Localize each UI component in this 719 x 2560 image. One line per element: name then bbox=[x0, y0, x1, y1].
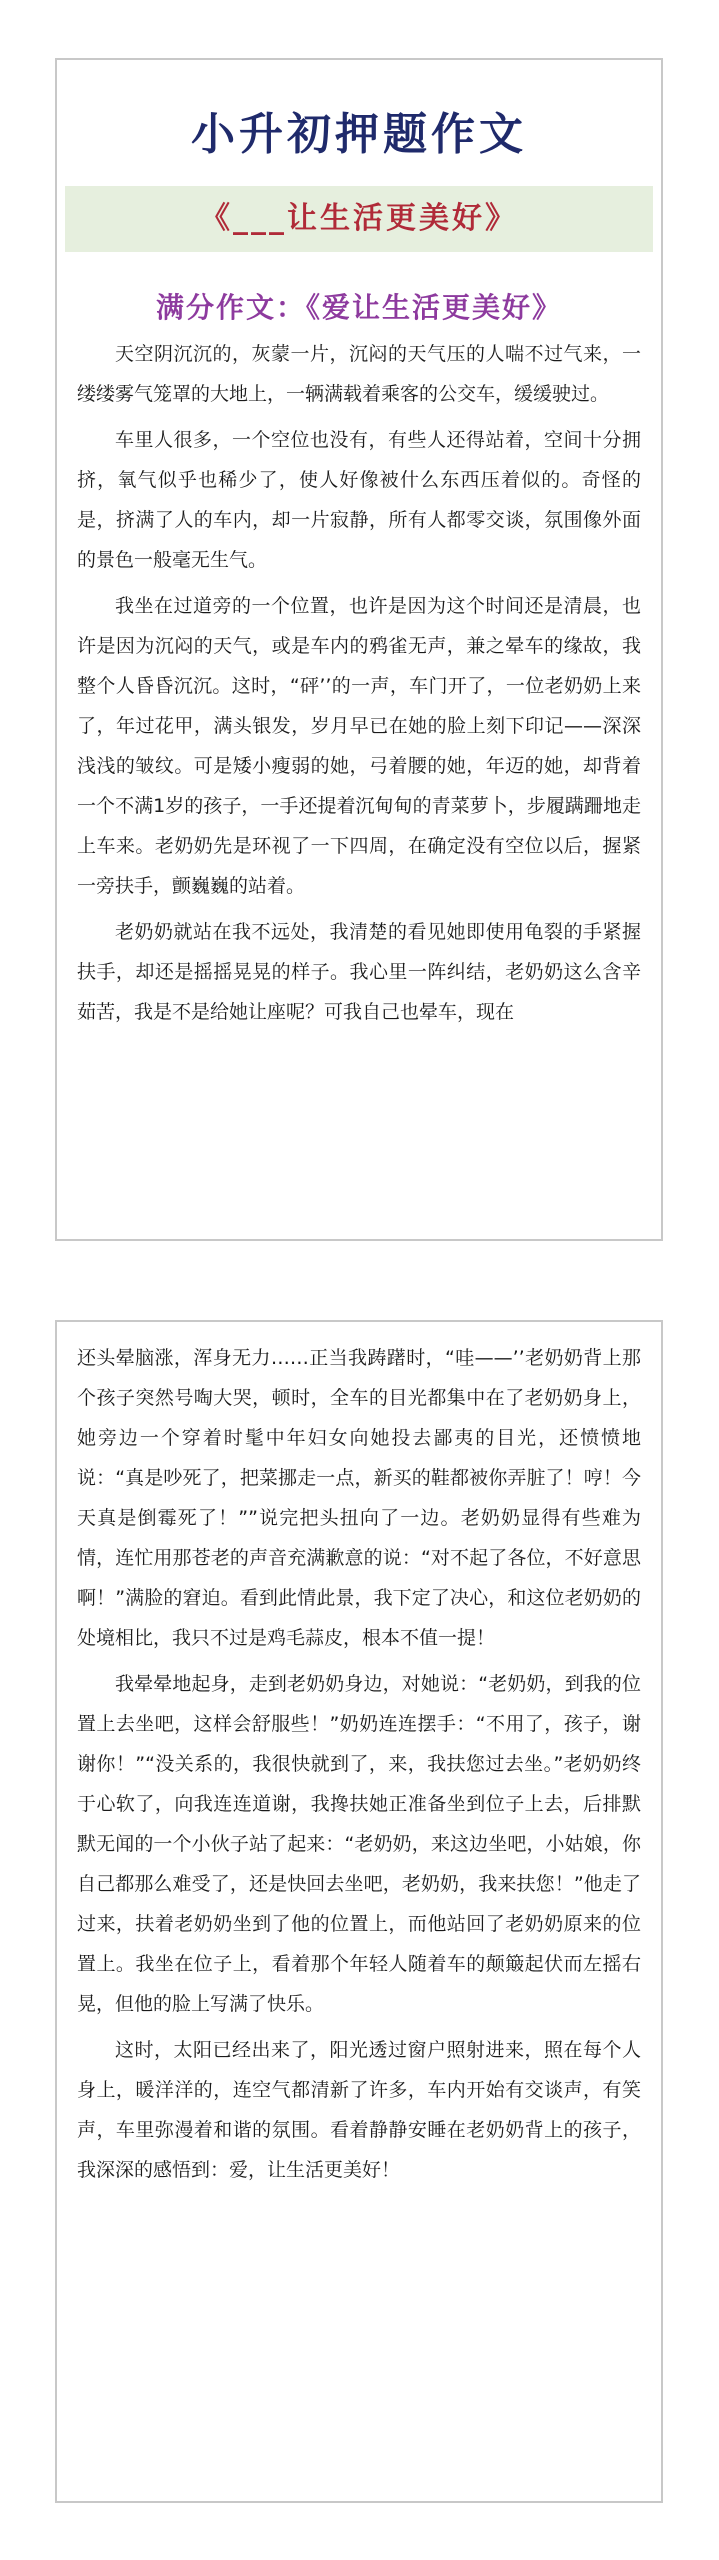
paragraph: 我坐在过道旁的一个位置，也许是因为这个时间还是清晨，也许是因为沉闷的天气，或是车内的鸦雀无声，兼之晕车的缘故，我整个人昏昏沉沉。这时，“砰’’的一声，车门开了，一位老奶奶上来了，年过花甲，满头银发，岁月早已在她的脸上刻下印记——深深浅浅的皱纹。可是矮小瘦弱的她，弓着腰的她，年迈的她，却背着一个不满1岁的孩子，一手还提着沉甸甸的青菜萝卜，步履蹒跚地走上车来。老奶奶先是环视了一下四周，在确定没有空位以后，握紧一旁扶手，颤巍巍的站着。 bbox=[77, 595, 641, 897]
document-title: 小升初押题作文 bbox=[191, 109, 527, 160]
paragraph: 我晕晕地起身，走到老奶奶身边，对她说：“老奶奶，到我的位置上去坐吧，这样会舒服些！”奶奶连连摆手：“不用了，孩子，谢谢你！”“没关系的，我很快就到了，来，我扶您过去坐。”老奶奶终于心软了，向我连连道谢，我搀扶她正准备坐到位子上去，后排默默无闻的一个小伙子站了起来：“老奶奶，来这边坐吧，小姑娘，你自己都那么难受了，还是快回去坐吧，老奶奶，我来扶您！”他走了过来，扶着老奶奶坐到了他的位置上，而他站回了老奶奶原来的位置上。我坐在位子上，看着那个年轻人随着车的颠簸起伏而左摇右晃，但他的脸上写满了快乐。 bbox=[77, 1673, 641, 2015]
paragraph: 天空阴沉沉的，灰蒙一片，沉闷的天气压的人喘不过气来，一缕缕雾气笼罩的大地上，一辆满载着乘客的公交车，缓缓驶过。 bbox=[77, 343, 641, 405]
paragraph: 车里人很多，一个空位也没有，有些人还得站着，空间十分拥挤，氧气似乎也稀少了，使人好像被什么东西压着似的。奇怪的是，挤满了人的车内，却一片寂静，所有人都零交谈，氛围像外面的景色一般毫无生气。 bbox=[77, 429, 641, 571]
essay-heading: 满分作文：《爱让生活更美好》 bbox=[155, 291, 562, 324]
page-one bbox=[55, 58, 663, 1241]
page-two bbox=[55, 1320, 663, 2503]
paragraph-continued: 还头晕脑涨，浑身无力……正当我踌躇时，“哇——’’老奶奶背上那个孩子突然号啕大哭，顿时，全车的目光都集中在了老奶奶身上，她旁边一个穿着时髦中年妇女向她投去鄙夷的目光，还愤愤地说：“真是吵死了，把菜挪走一点，新买的鞋都被你弄脏了！哼！今天真是倒霉死了！””说完把头扭向了一边。老奶奶显得有些难为情，连忙用那苍老的声音充满歉意的说：“对不起了各位，不好意思啊！”满脸的窘迫。看到此情此景，我下定了决心，和这位老奶奶的处境相比，我只不过是鸡毛蒜皮，根本不值一提！ bbox=[77, 1347, 641, 1649]
essay-prompt: 《___让生活更美好》 bbox=[200, 201, 518, 236]
essay-prompt-banner bbox=[65, 186, 653, 252]
page-two-body bbox=[57, 1322, 661, 2190]
paragraph: 这时，太阳已经出来了，阳光透过窗户照射进来，照在每个人身上，暖洋洋的，连空气都清新了许多，车内开始有交谈声，有笑声，车里弥漫着和谐的氛围。看着静静安睡在老奶奶背上的孩子，我深深的感悟到：爱，让生活更美好！ bbox=[77, 2039, 641, 2181]
paragraph: 老奶奶就站在我不远处，我清楚的看见她即使用龟裂的手紧握扶手，却还是摇摇晃晃的样子。我心里一阵纠结，老奶奶这么含辛茹苦，我是不是给她让座呢？可我自己也晕车，现在 bbox=[77, 921, 641, 1023]
